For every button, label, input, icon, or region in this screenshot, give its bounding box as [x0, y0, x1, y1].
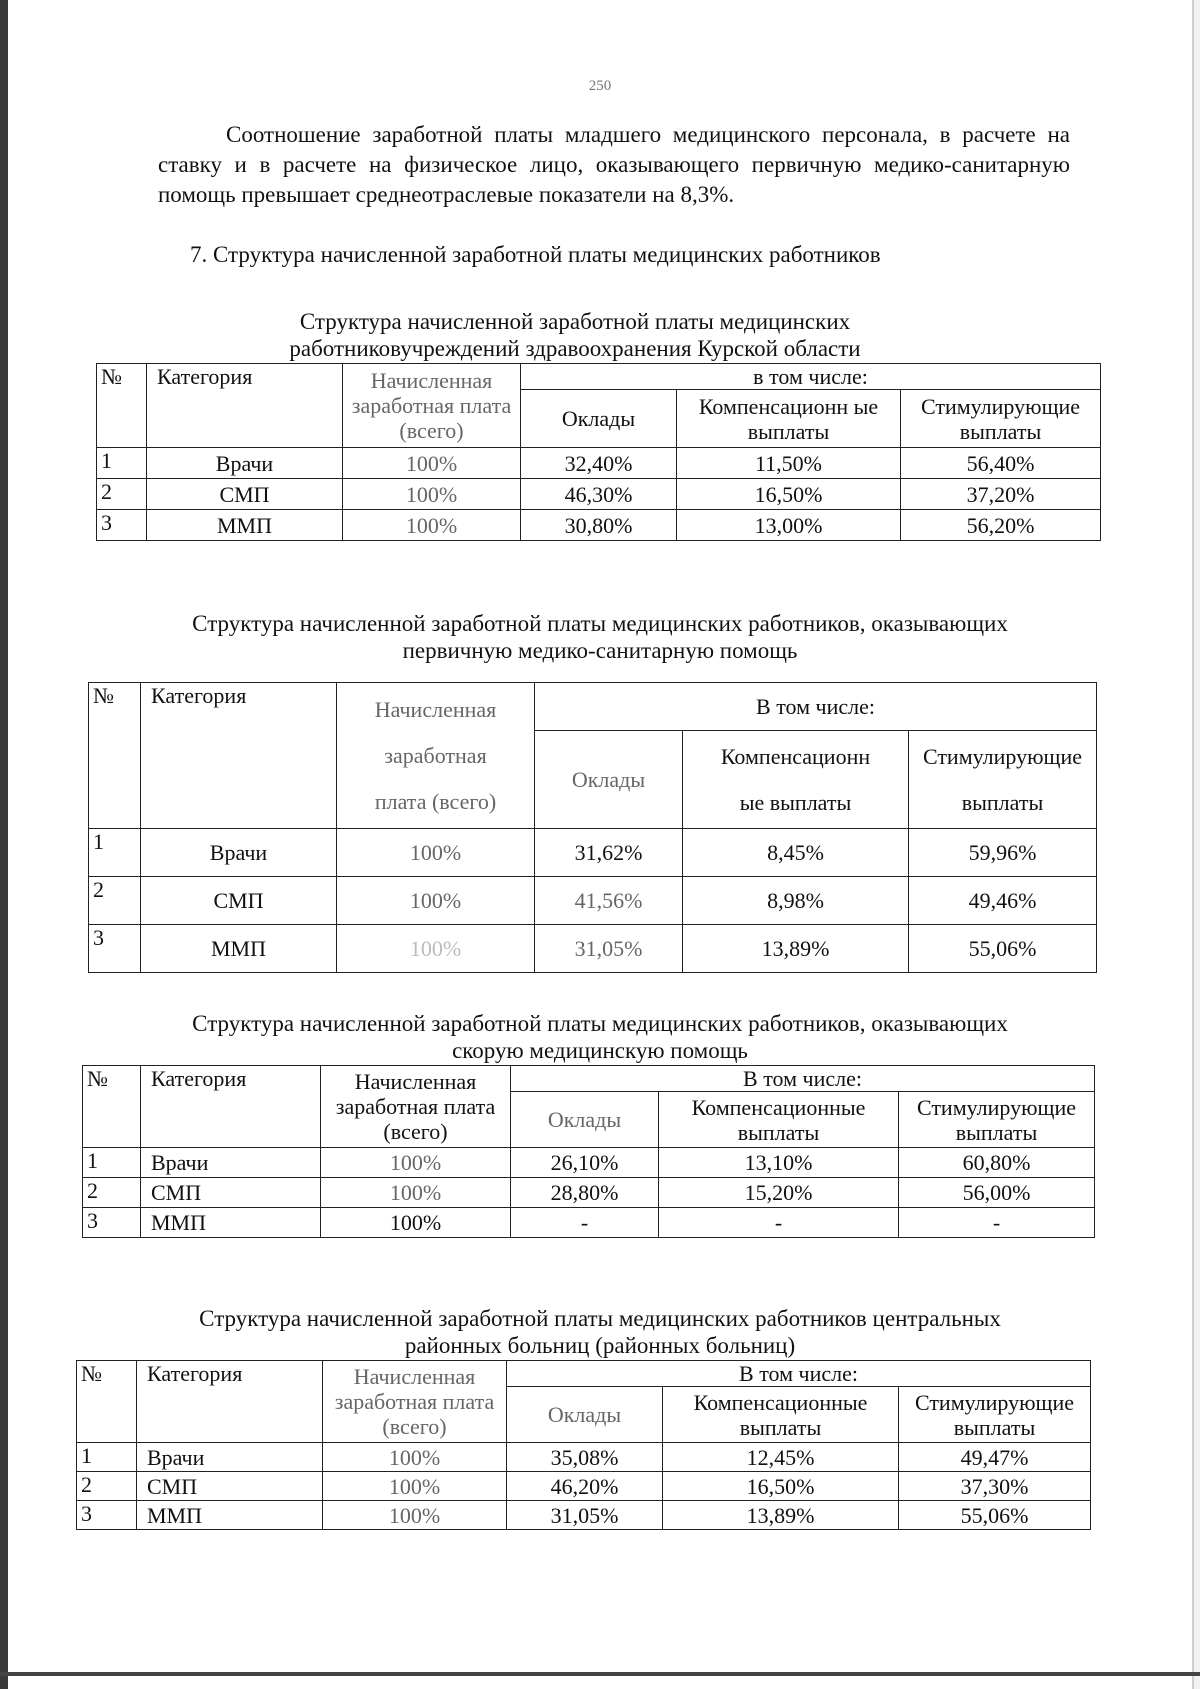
table-2-header-total-line3: плата (всего) — [374, 788, 497, 814]
table-row — [77, 1443, 1091, 1472]
page-number: 250 — [588, 78, 612, 94]
table-2-header-total-line2: заработная — [384, 742, 487, 768]
row-incentive: 49,46% — [909, 877, 1097, 925]
row-incentive: 37,30% — [899, 1472, 1091, 1501]
table-4 — [76, 1360, 1091, 1530]
table-row — [97, 479, 1101, 510]
table-2 — [88, 682, 1097, 973]
table-1-header-salary: Оклады — [521, 390, 677, 448]
row-salary: 35,08% — [507, 1443, 663, 1472]
table-3-caption-line2: скорую медицинскую помощь — [452, 1038, 748, 1063]
row-salary: 31,05% — [535, 925, 683, 973]
table-4-caption-line1: Структура начисленной заработной платы медицинских работников центральных — [199, 1306, 1001, 1331]
table-3-header-group: В том числе: — [511, 1066, 1095, 1092]
row-category: Врачи — [141, 1148, 321, 1178]
table-4-header-num: № — [77, 1361, 137, 1443]
table-4-header-salary: Оклады — [507, 1387, 663, 1443]
table-4-header-compensation: Компенсационные выплаты — [663, 1387, 899, 1443]
row-total: 100% — [323, 1501, 507, 1530]
table-3 — [82, 1065, 1095, 1238]
row-total: 100% — [321, 1178, 511, 1208]
row-incentive: 37,20% — [901, 479, 1101, 510]
table-1-header-total: Начисленная заработная плата (всего) — [343, 364, 521, 448]
row-total: 100% — [337, 829, 535, 877]
row-number: 1 — [89, 829, 141, 877]
row-category: ММП — [141, 925, 337, 973]
table-4-caption — [140, 1305, 1060, 1359]
table-4-header-incentive: Стимулирующие выплаты — [899, 1387, 1091, 1443]
table-2-header-incentive — [909, 731, 1097, 829]
row-total: 100% — [321, 1148, 511, 1178]
row-category: Врачи — [141, 829, 337, 877]
row-number: 2 — [89, 877, 141, 925]
table-3-header-total: Начисленная заработная плата (всего) — [321, 1066, 511, 1148]
table-2-header-compensation-line2: ые выплаты — [739, 789, 852, 815]
row-compensation: 16,50% — [663, 1472, 899, 1501]
table-4-caption-line2: районных больниц (районных больниц) — [404, 1333, 796, 1358]
table-row — [83, 1208, 1095, 1238]
row-compensation: 8,98% — [683, 877, 909, 925]
row-number: 3 — [83, 1208, 141, 1238]
table-row — [77, 1501, 1091, 1530]
scan-left-edge — [0, 0, 8, 1689]
table-2-caption-line2: первичную медико-санитарную помощь — [402, 638, 798, 663]
row-incentive: 55,06% — [909, 925, 1097, 973]
table-3-header-compensation: Компенсационные выплаты — [659, 1092, 899, 1148]
row-compensation: 13,89% — [663, 1501, 899, 1530]
row-category: СМП — [141, 1178, 321, 1208]
table-1-header-compensation: Компенсационн ые выплаты — [677, 390, 901, 448]
table-2-header-compensation — [683, 731, 909, 829]
row-number: 2 — [97, 479, 147, 510]
table-4-header-category: Категория — [137, 1361, 323, 1443]
table-3-header-category: Категория — [141, 1066, 321, 1148]
table-4-header-total: Начисленная заработная плата (всего) — [323, 1361, 507, 1443]
row-category: Врачи — [147, 448, 343, 479]
table-row — [97, 510, 1101, 541]
row-number: 2 — [77, 1472, 137, 1501]
table-row — [89, 925, 1097, 973]
section-heading: 7. Структура начисленной заработной платы медицинских работников — [190, 242, 881, 267]
table-2-caption-line1: Структура начисленной заработной платы медицинских работников, оказывающих — [192, 611, 1008, 636]
scan-bottom-edge — [0, 1672, 1200, 1676]
row-incentive: 56,20% — [901, 510, 1101, 541]
table-3-header-incentive: Стимулирующие выплаты — [899, 1092, 1095, 1148]
table-1 — [96, 363, 1101, 541]
table-row — [97, 448, 1101, 479]
row-salary: 32,40% — [521, 448, 677, 479]
row-category: СМП — [147, 479, 343, 510]
table-2-header-incentive-line2: выплаты — [961, 789, 1044, 815]
row-incentive: 59,96% — [909, 829, 1097, 877]
row-category: ММП — [147, 510, 343, 541]
row-compensation: 15,20% — [659, 1178, 899, 1208]
row-incentive: 49,47% — [899, 1443, 1091, 1472]
row-total: 100% — [323, 1443, 507, 1472]
row-number: 1 — [83, 1148, 141, 1178]
table-row — [83, 1148, 1095, 1178]
table-2-header-group: В том числе: — [535, 683, 1097, 731]
table-row — [89, 877, 1097, 925]
row-salary: 41,56% — [535, 877, 683, 925]
row-total: 100% — [337, 925, 535, 973]
row-compensation: 16,50% — [677, 479, 901, 510]
row-category: СМП — [137, 1472, 323, 1501]
row-number: 2 — [83, 1178, 141, 1208]
row-total: 100% — [337, 877, 535, 925]
table-row — [77, 1472, 1091, 1501]
table-1-header-group: в том числе: — [521, 364, 1101, 390]
table-1-caption — [230, 308, 920, 362]
row-total: 100% — [321, 1208, 511, 1238]
row-compensation: 12,45% — [663, 1443, 899, 1472]
table-2-header-incentive-line1: Стимулирующие — [922, 743, 1083, 769]
table-3-caption-line1: Структура начисленной заработной платы медицинских работников, оказывающих — [192, 1011, 1008, 1036]
table-2-header-num: № — [89, 683, 141, 829]
table-2-header-total — [337, 683, 535, 829]
table-2-caption — [140, 610, 1060, 664]
table-2-header-salary: Оклады — [535, 731, 683, 829]
row-compensation: 8,45% — [683, 829, 909, 877]
table-3-header-num: № — [83, 1066, 141, 1148]
row-compensation: 11,50% — [677, 448, 901, 479]
row-compensation: 13,10% — [659, 1148, 899, 1178]
row-incentive: 60,80% — [899, 1148, 1095, 1178]
row-incentive: 55,06% — [899, 1501, 1091, 1530]
intro-paragraph: Соотношение заработной платы младшего медицинского персонала, в расчете на ставку и в расчете на физическое лицо, оказывающего первичную медико-санитарную помощь превышает среднеотраслевые показатели на 8,3%. — [158, 122, 1070, 207]
row-salary: 30,80% — [521, 510, 677, 541]
table-4-header-group: В том числе: — [507, 1361, 1091, 1387]
row-number: 3 — [97, 510, 147, 541]
table-1-header-category: Категория — [147, 364, 343, 448]
row-total: 100% — [323, 1472, 507, 1501]
row-category: Врачи — [137, 1443, 323, 1472]
row-incentive: 56,40% — [901, 448, 1101, 479]
row-number: 1 — [97, 448, 147, 479]
row-salary: 26,10% — [511, 1148, 659, 1178]
row-category: ММП — [137, 1501, 323, 1530]
row-incentive: - — [899, 1208, 1095, 1238]
table-2-header-category: Категория — [141, 683, 337, 829]
row-compensation: - — [659, 1208, 899, 1238]
row-salary: 31,05% — [507, 1501, 663, 1530]
row-total: 100% — [343, 510, 521, 541]
row-total: 100% — [343, 448, 521, 479]
table-1-caption-line2: работниковучреждений здравоохранения Курской области — [289, 336, 861, 361]
row-category: СМП — [141, 877, 337, 925]
row-number: 3 — [77, 1501, 137, 1530]
table-2-header-total-line1: Начисленная — [374, 696, 497, 722]
scan-right-edge — [1192, 0, 1200, 1689]
table-1-caption-line1: Структура начисленной заработной платы медицинских — [299, 309, 851, 334]
row-salary: 28,80% — [511, 1178, 659, 1208]
row-incentive: 56,00% — [899, 1178, 1095, 1208]
row-salary: 46,30% — [521, 479, 677, 510]
table-3-caption — [140, 1010, 1060, 1064]
table-row — [89, 829, 1097, 877]
table-1-header-num: № — [97, 364, 147, 448]
table-3-header-salary: Оклады — [511, 1092, 659, 1148]
table-row — [83, 1178, 1095, 1208]
row-number: 1 — [77, 1443, 137, 1472]
row-salary: 31,62% — [535, 829, 683, 877]
row-compensation: 13,89% — [683, 925, 909, 973]
row-number: 3 — [89, 925, 141, 973]
table-1-header-incentive: Стимулирующие выплаты — [901, 390, 1101, 448]
row-category: ММП — [141, 1208, 321, 1238]
row-compensation: 13,00% — [677, 510, 901, 541]
row-salary: - — [511, 1208, 659, 1238]
table-2-header-compensation-line1: Компенсационн — [720, 743, 871, 769]
row-total: 100% — [343, 479, 521, 510]
row-salary: 46,20% — [507, 1472, 663, 1501]
